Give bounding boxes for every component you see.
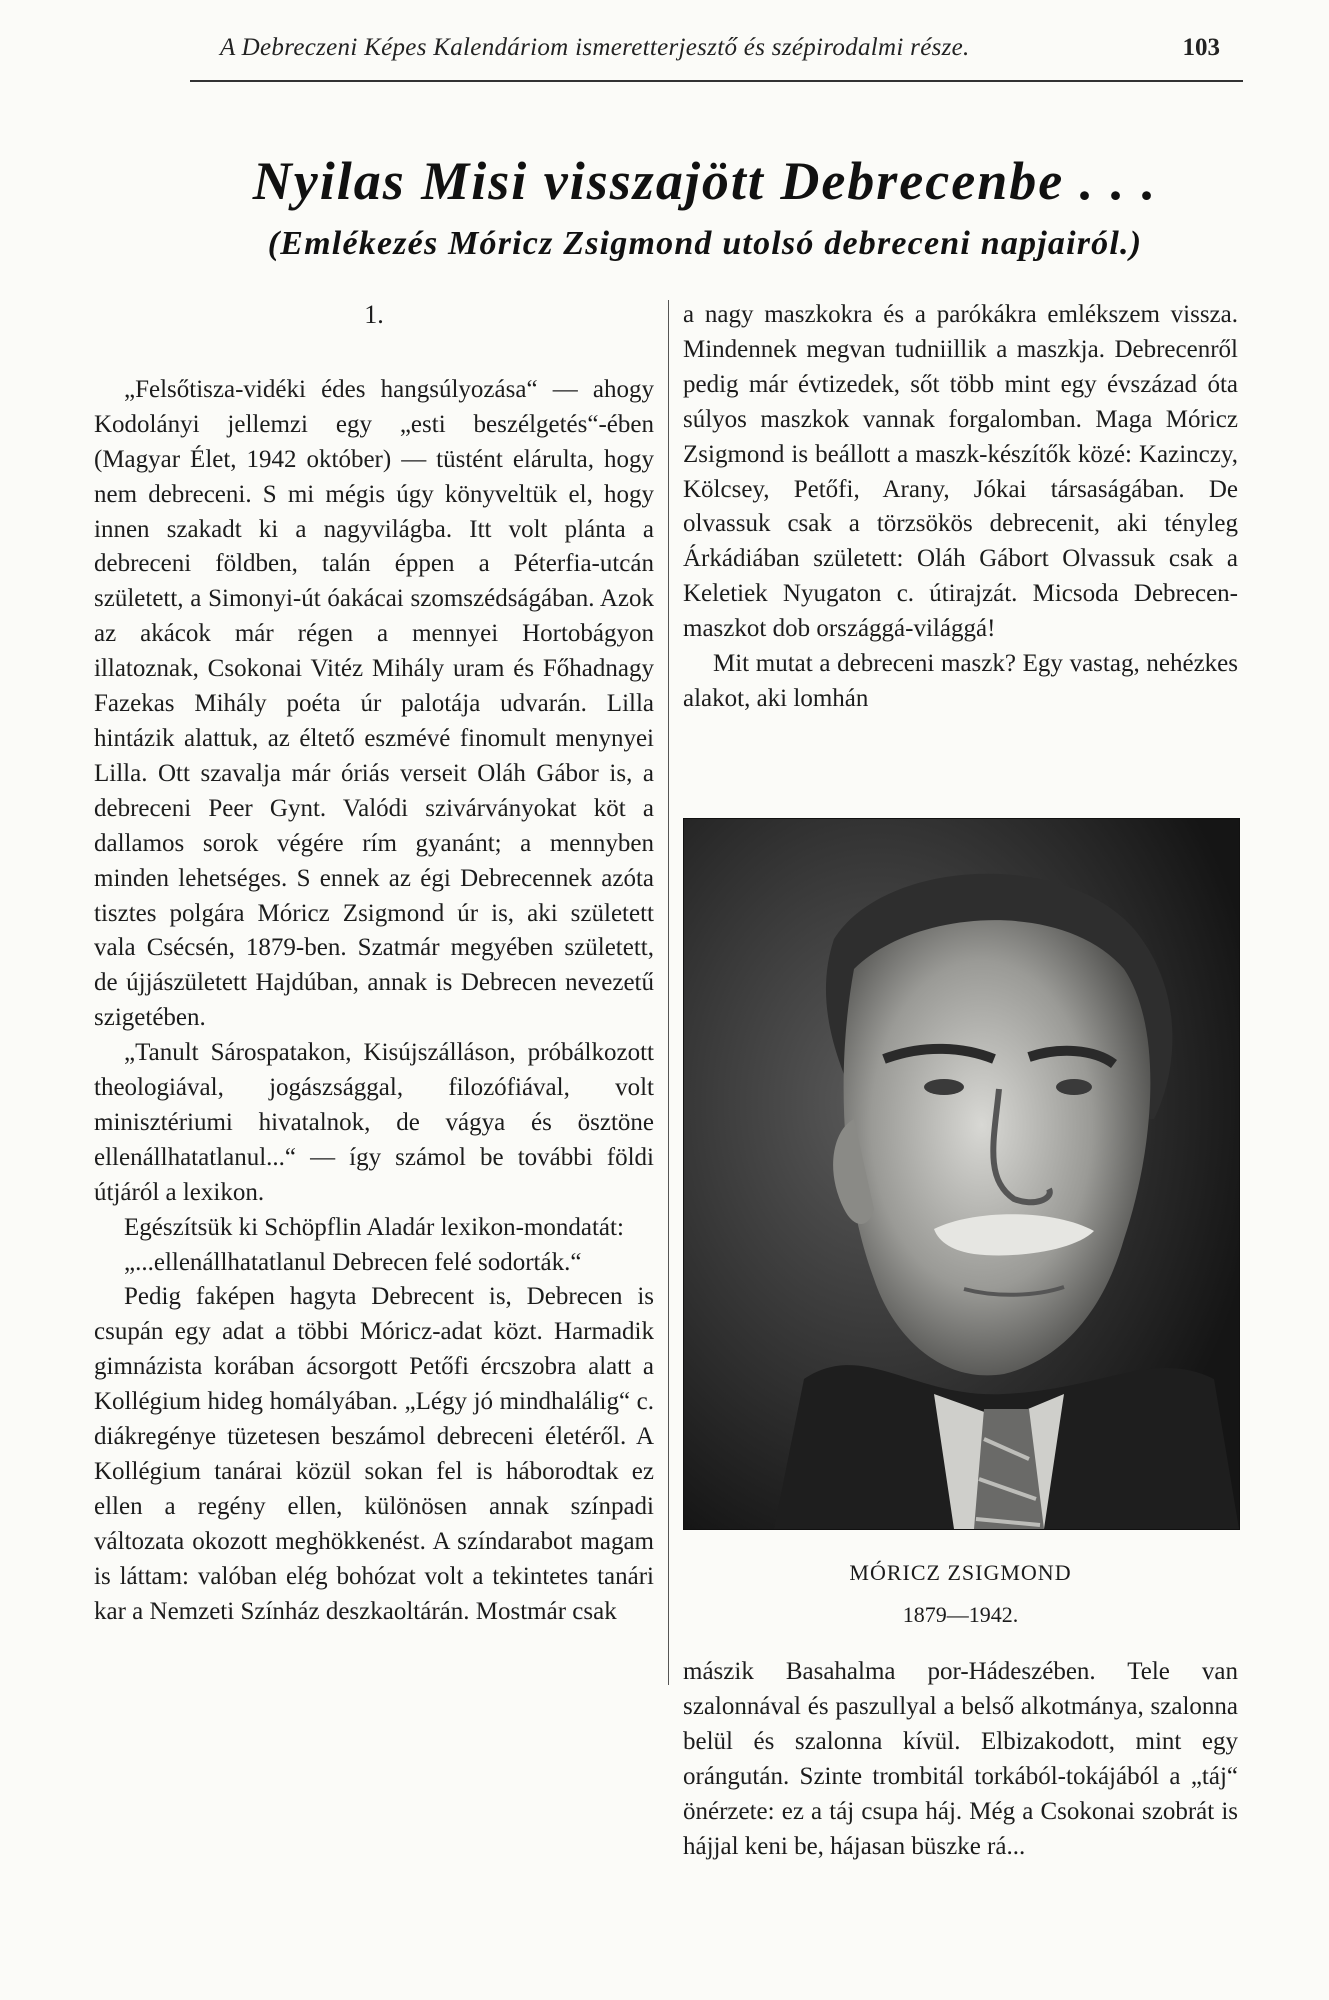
paragraph: a nagy maszkokra és a parókákra emlékszem vissza. Mindennek megvan tudniillik a maszkja. Debrecenről pedig már évtizedek, sőt több mint egy évszázad óta súlyos maszkok vannak forgalomban. Maga Móricz Zsigmond is beállott a maszk-készítők közé: Kazinczy, Kölcsey, Petőfi, Arany, Jókai társaságában. De olvassuk csak a törzsökös debrecenit, aki tényleg Árkádiában született: Oláh Gábort Olvassuk csak a Keletiek Nyugaton c. útirajzát. Micsoda Debrecen-maszkot dob országgá-világgá! [683,301,1238,643]
quote-paragraph: „...ellenállhatatlanul Debrecen felé sodorták.“ [124,1248,582,1276]
section-number: 1. [364,300,384,329]
paragraph: mászik Basahalma por-Hádeszében. Tele van szalonnával és paszullyal a belső alkotmánya, szalonna belül és szalonna kívül. Elbizakodott, mint egy orángután. Szinte trombitál torkából-tokájából a „táj“ önérzete: ez a táj csupa háj. Még a Csokonai szobrát is hájjal keni be, hájasan büszke rá... [683,1658,1238,1860]
right-column-bottom [683,1655,1238,1864]
photo-caption-name: MÓRICZ ZSIGMOND [849,1560,1072,1585]
paragraph: Egészítsük ki Schöpflin Aladár lexikon-mondatát: [124,1213,624,1241]
header-rule [190,80,1243,82]
article-title: Nyilas Misi visszajött Debrecenbe . . . [252,151,1158,211]
paragraph: Mit mutat a debreceni maszk? Egy vastag, nehézkes alakot, aki lomhán [683,650,1238,712]
paragraph: Pedig faképen hagyta Debrecent is, Debrecen is csupán egy adat a többi Móricz-adat közt. Harmadik gimnázista korában ácsorgott Petőfi ércszobra alatt a Kollégium hideg homályában. „Légy jó mindhalálig“ c. diákregénye tüzetesen beszámol debreceni életéről. A Kollégium tanárai közül sokan fel is háborodtak ez ellen a regény ellen, különösen annak színpadi változata okozott meghökkenést. A színdarabot magam is láttam: valóban elég bohózat volt a tekintetes tanári kar a Nemzeti Színház deszkaoltárán. Mostmár csak [94,1283,654,1625]
article-subtitle: (Emlékezés Móricz Zsigmond utolsó debreceni napjairól.) [267,225,1143,262]
column-rule [668,300,669,1685]
running-head-title: A Debreczeni Képes Kalendáriom ismeretterjesztő és szépirodalmi része. [220,34,970,61]
portrait-photo [683,818,1240,1530]
paragraph: „Felsőtisza-vidéki édes hangsúlyozása“ — ahogy Kodolányi jellemzi egy „esti beszélgetés“-ében (Magyar Élet, 1942 október) — tüstént elárulta, hogy nem debreceni. S mi mégis úgy könyveltük el, hogy innen szakadt ki a nagyvilágba. Itt volt plánta a debreceni földben, talán éppen a Péterfia-utcán született, a Simonyi-út óakácai szomszédságában. Azok az akácok már régen a mennyei Hortobágyon illatoznak, Csokonai Vitéz Mihály uram és Főhadnagy Fazekas Mihály poéta úr palotája udvarán. Lilla hintázik alattuk, az éltető eszmévé finomult menynyei Lilla. Ott szavalja már óriás verseit Oláh Gábor is, a debreceni Peer Gynt. Valódi szivárványokat köt a dallamos sorok végére rím gyanánt; a mennyben minden lehetséges. S ennek az égi Debrecennek azóta tisztes polgára Móricz Zsigmond úr is, aki született vala Csécsén, 1879-ben. Szatmár megyében született, de újjászületett Hajdúban, annak is Debrecen nevezetű szigetében. [94,375,654,1032]
photo-caption-years: 1879—1942. [902,1602,1019,1627]
paragraph: „Tanult Sárospatakon, Kisújszálláson, próbálkozott theologiával, jogászsággal, filozófiával, volt minisztériumi hivatalnok, de vágya és ösztöne ellenállhatatlanul...“ — így számol be további földi útjáról a lexikon. [94,1039,654,1206]
page-number: 103 [1182,34,1220,61]
left-column [94,298,654,1630]
right-column-top [683,298,1238,717]
portrait-image [684,819,1239,1529]
